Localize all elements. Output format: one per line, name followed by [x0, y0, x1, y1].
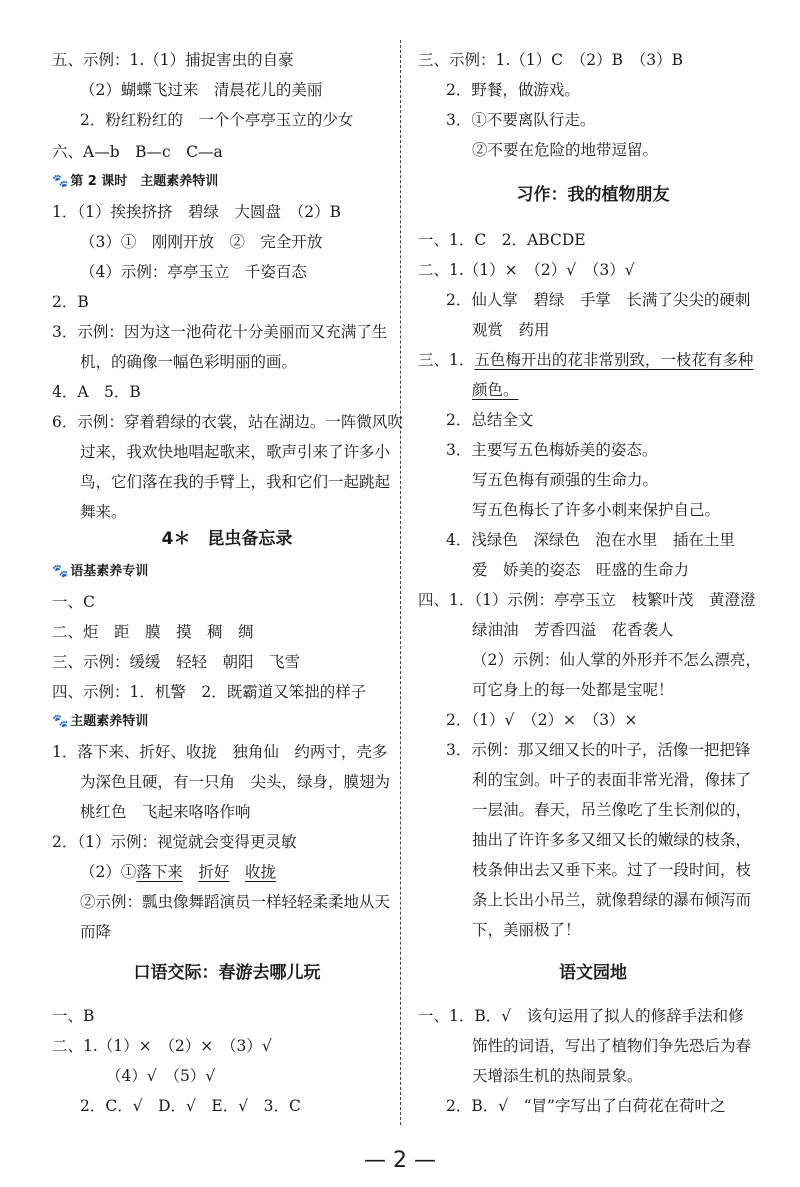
section-label: 🐾 主题素养特训: [52, 714, 149, 729]
answer-line: 1．落下来、折好、收拢 独角仙 约两寸，壳多: [52, 743, 388, 761]
answer-line: 3．主要写五色梅娇美的姿态。: [446, 441, 658, 459]
answer-line: 过来，我欢快地唱起歌来，歌声引来了许多小: [80, 443, 391, 461]
answer-line: 六、A—b B—c C—a: [52, 143, 223, 161]
answer-line: 一层油。春天，吊兰像吃了生长剂似的，: [472, 801, 752, 819]
answer-line: 鸟，它们落在我的手臂上，我和它们一起跳起: [80, 473, 391, 491]
paw-icon: 🐾: [52, 714, 69, 729]
answer-line: 3．①不要离队行走。: [446, 111, 596, 129]
answer-line: （3）① 刚刚开放 ② 完全开放: [80, 233, 323, 251]
lesson-heading: 口语交际：春游去哪儿玩: [133, 963, 321, 983]
answer-line: 写五色梅长了许多小刺来保护自己。: [472, 501, 721, 519]
answer-line: 下，美丽极了！: [472, 921, 581, 939]
answer-line: （2）蝴蝶飞过来 清晨花儿的美丽: [80, 81, 323, 99]
lesson-heading: 习作：我的植物朋友: [516, 185, 670, 205]
answer-line: （4）√ （5）√: [106, 1067, 216, 1085]
page-number: — 2 —: [364, 1148, 436, 1173]
answer-line: ②不要在危险的地带逗留。: [472, 141, 659, 159]
answer-line: 五、示例：1.（1）捕捉害虫的自豪: [52, 51, 294, 69]
answer-line: 2．野餐，做游戏。: [446, 81, 580, 99]
answer-line: （2）示例：仙人掌的外形并不怎么漂亮，: [472, 651, 761, 669]
answer-line: （4）示例：亭亭玉立 千姿百态: [80, 263, 307, 281]
answer-line: 颜色。: [472, 381, 519, 399]
answer-line: 三、示例：缓缓 轻轻 朝阳 飞雪: [52, 653, 301, 671]
answer-line: 2．仙人掌 碧绿 手掌 长满了尖尖的硬刺: [446, 291, 751, 309]
answer-line: （2）①落下来 折好 收拢: [80, 863, 276, 881]
answer-line: 可它身上的每一处都是宝呢！: [472, 681, 674, 699]
answer-line: 利的宝剑。叶子的表面非常光滑，像抹了: [472, 771, 752, 789]
section-label: 🐾 第 2 课时 主题素养特训: [52, 174, 219, 189]
answer-line: 2．B: [52, 293, 89, 311]
answer-line: 2．（1）√ （2）× （3）×: [446, 711, 638, 729]
answer-line: 桃红色 飞起来咯咯作响: [80, 803, 251, 821]
answer-line: 写五色梅有顽强的生命力。: [472, 471, 659, 489]
answer-line: 条上长出小吊兰，就像碧绿的瀑布倾泻而: [472, 891, 752, 909]
answer-line: 爱 娇美的姿态 旺盛的生命力: [472, 561, 690, 579]
answer-line: 而降: [80, 923, 112, 941]
answer-line: 一、C: [52, 593, 95, 611]
answer-line: 3．示例：那又细又长的叶子，活像一把把锋: [446, 741, 751, 759]
answer-line: 3．示例：因为这一池荷花十分美丽而又充满了生: [52, 323, 388, 341]
answer-line: 天增添生机的热闹景象。: [472, 1067, 643, 1085]
answer-line: 四、示例：1．机警 2．既霸道又笨拙的样子: [52, 683, 367, 701]
answer-line: 三、示例：1.（1）C （2）B （3）B: [418, 51, 684, 69]
answer-line: 二、炬 距 膜 摸 稠 绸: [52, 623, 254, 641]
answer-line: 机，的确像一幅色彩明丽的画。: [80, 353, 298, 371]
answer-line: 舞来。: [80, 503, 127, 521]
paw-icon: 🐾: [52, 174, 69, 189]
answer-line: 1．（1）挨挨挤挤 碧绿 大圆盘 （2）B: [52, 203, 341, 221]
section-label: 🐾 语基素养专训: [52, 564, 149, 579]
answer-line: ②示例：瓢虫像舞蹈演员一样轻轻柔柔地从天: [80, 893, 391, 911]
answer-line: 2．B．√ “冒”字写出了白荷花在荷叶之: [446, 1097, 726, 1115]
answer-line: 抽出了许许多多又细又长的嫩绿的枝条，: [472, 831, 752, 849]
answer-line: 枝条伸出去又垂下来。过了一段时间，枝: [472, 861, 752, 879]
answer-line: 饰性的词语，写出了植物们争先恐后为春: [472, 1037, 752, 1055]
answer-line: 观赏 药用: [472, 321, 550, 339]
answer-line: 二、1.（1）× （2）× （3）√: [52, 1037, 272, 1055]
paw-icon: 🐾: [52, 564, 69, 579]
answer-line: 6．示例：穿着碧绿的衣裳，站在湖边。一阵微风吹: [52, 413, 403, 431]
answer-line: 绿油油 芳香四溢 花香袭人: [472, 621, 674, 639]
answer-line: 4．A 5．B: [52, 383, 141, 401]
answer-line: 2．C．√ D．√ E．√ 3．C: [80, 1097, 301, 1115]
answer-line: 一、B: [52, 1007, 95, 1025]
answer-line: 4．浅绿色 深绿色 泡在水里 插在土里: [446, 531, 735, 549]
answer-line: 2．总结全文: [446, 411, 534, 429]
answer-line: 一、1．C 2．ABCDE: [418, 231, 586, 249]
answer-line: 二、1.（1）× （2）√ （3）√: [418, 261, 635, 279]
answer-line: 2．（1）示例：视觉就会变得更灵敏: [52, 833, 297, 851]
answer-line: 2．粉红粉红的 一个个亭亭玉立的少女: [80, 111, 354, 129]
answer-line: 一、1．B．√ 该句运用了拟人的修辞手法和修: [418, 1007, 744, 1025]
lesson-heading: 语文园地: [559, 963, 627, 983]
answer-line: 三、1．五色梅开出的花非常别致，一枝花有多种: [418, 351, 754, 369]
answer-line: 四、1．（1）示例：亭亭玉立 枝繁叶茂 黄澄澄: [418, 591, 756, 609]
answer-line: 为深色且硬，有一只角 尖头，绿身，膜翅为: [80, 773, 391, 791]
lesson-heading: 4＊ 昆虫备忘录: [161, 529, 293, 549]
